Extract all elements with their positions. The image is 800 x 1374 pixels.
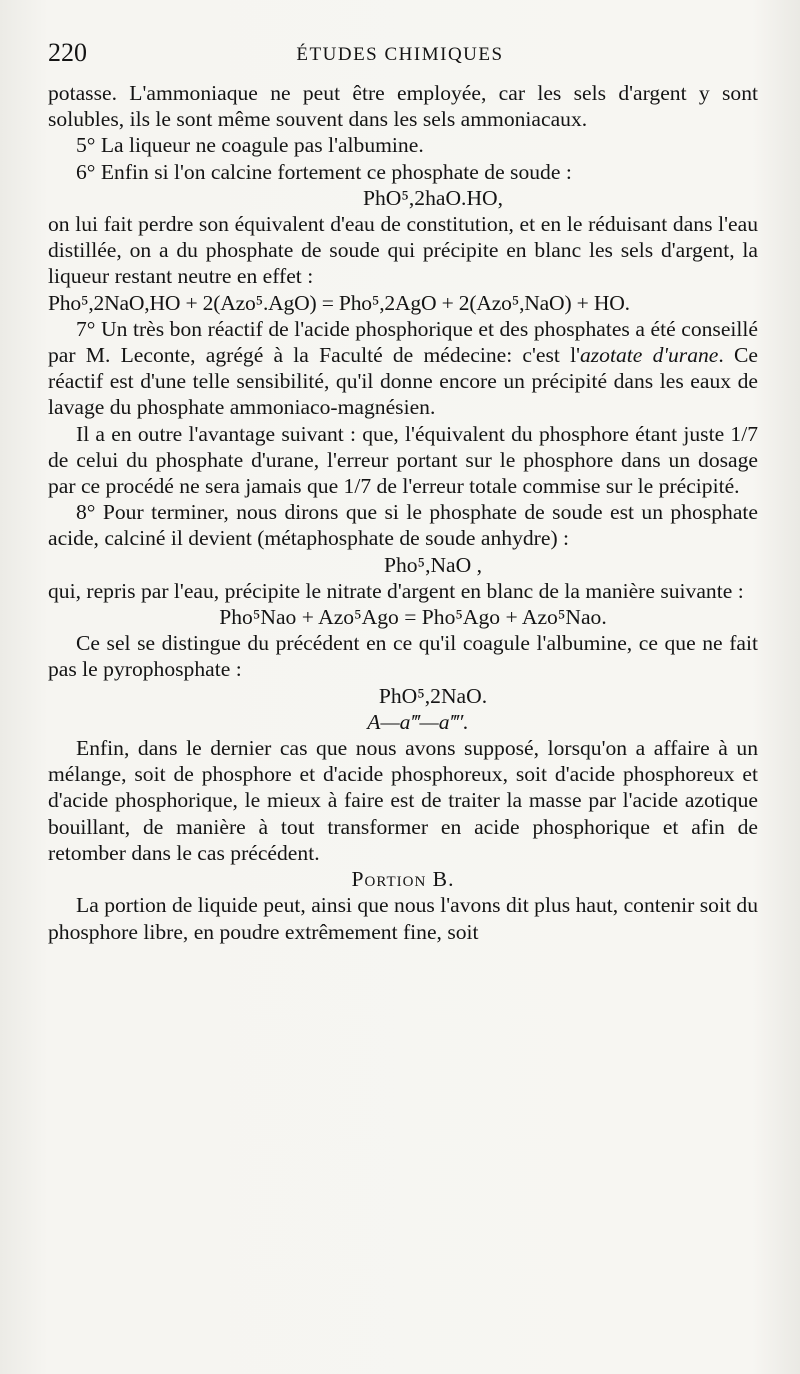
formula-metaphosphate: Pho⁵,NaO , (383, 552, 483, 577)
paragraph-continuation: potasse. L'ammoniaque ne peut être employée, car les sels d'argent y sont solubles, ils le sont même souvent dans les sels ammoniacaux. (48, 81, 758, 132)
paragraph-item-7 (48, 316, 758, 421)
paragraph-portion-b: La portion de liquide peut, ainsi que nous l'avons dit plus haut, contenir soit du phosphore libre, en poudre extrêmement fine, soit (48, 893, 758, 944)
formula-notation: A—a‴—a‴′. (367, 709, 469, 734)
paragraph-advantage: Il a en outre l'avantage suivant : que, l'équivalent du phosphore étant juste 1/7 de celui du phosphate d'urane, l'erreur portant sur le phosphore dans un dosage par ce procédé ne sera jamais que 1/7 de l'erreur totale commise sur le précipité. (48, 421, 758, 499)
paragraph-albumin: Ce sel se distingue du précédent en ce qu'il coagule l'albumine, ce que ne fait pas le pyrophosphate : (48, 631, 758, 682)
page-body (48, 80, 758, 945)
formula-sodium-phosphate: PhO⁵,2haO.HO, (362, 185, 504, 210)
item-7-text-a: 7° Un très bon réactif de l'acide phosphorique et des phosphates a été conseillé par M. Leconte, agrégé à la Faculté de médecine: c'est l' (48, 316, 758, 368)
page-header (48, 34, 752, 74)
section-heading: Portion B. (351, 867, 455, 892)
equation-silver-precipitation: Pho⁵,2NaO,HO + 2(Azo⁵.AgO) = Pho⁵,2AgO + 2(Azo⁵,NaO) + HO. (48, 290, 630, 315)
paragraph-item-8: 8° Pour terminer, nous dirons que si le phosphate de soude est un phosphate acide, calciné il devient (métaphosphate de soude anhydre) : (48, 500, 758, 551)
paragraph-reduction: on lui fait perdre son équivalent d'eau de constitution, et en le réduisant dans l'eau distillée, on a du phosphate de soude qui précipite en blanc les sels d'argent, la liqueur restant neutre en effet : (48, 212, 758, 289)
paragraph-reaction-intro: qui, repris par l'eau, précipite le nitrate d'argent en blanc de la manière suivante : (48, 578, 744, 603)
formula-pyrophosphate: PhO⁵,2NaO. (378, 683, 488, 708)
page-number: 220 (48, 38, 87, 67)
item-7-text-b: . Ce réactif est d'une telle sensibilité, qu'il donne encore un précipité dans les eaux de lavage du phosphate ammoniaco-magnésien. (48, 343, 758, 420)
running-title: ÉTUDES CHIMIQUES (296, 44, 504, 65)
paragraph-mixture: Enfin, dans le dernier cas que nous avons supposé, lorsqu'on a affaire à un mélange, soit de phosphore et d'acide phosphoreux, soit d'acide phosphoreux et d'acide phosphorique, le mieux à faire est de traiter la masse par l'acide azotique bouillant, de manière à tout transformer en acide phosphorique et afin de retomber dans le cas précédent. (48, 736, 758, 865)
paragraph-item-5: 5° La liqueur ne coagule pas l'albumine. (76, 133, 424, 158)
paragraph-item-6: 6° Enfin si l'on calcine fortement ce phosphate de soude : (76, 159, 572, 184)
equation-metaphosphate-silver: Pho⁵Nao + Azo⁵Ago = Pho⁵Ago + Azo⁵Nao. (219, 605, 607, 630)
reagent-name: azotate d'urane (579, 343, 719, 368)
